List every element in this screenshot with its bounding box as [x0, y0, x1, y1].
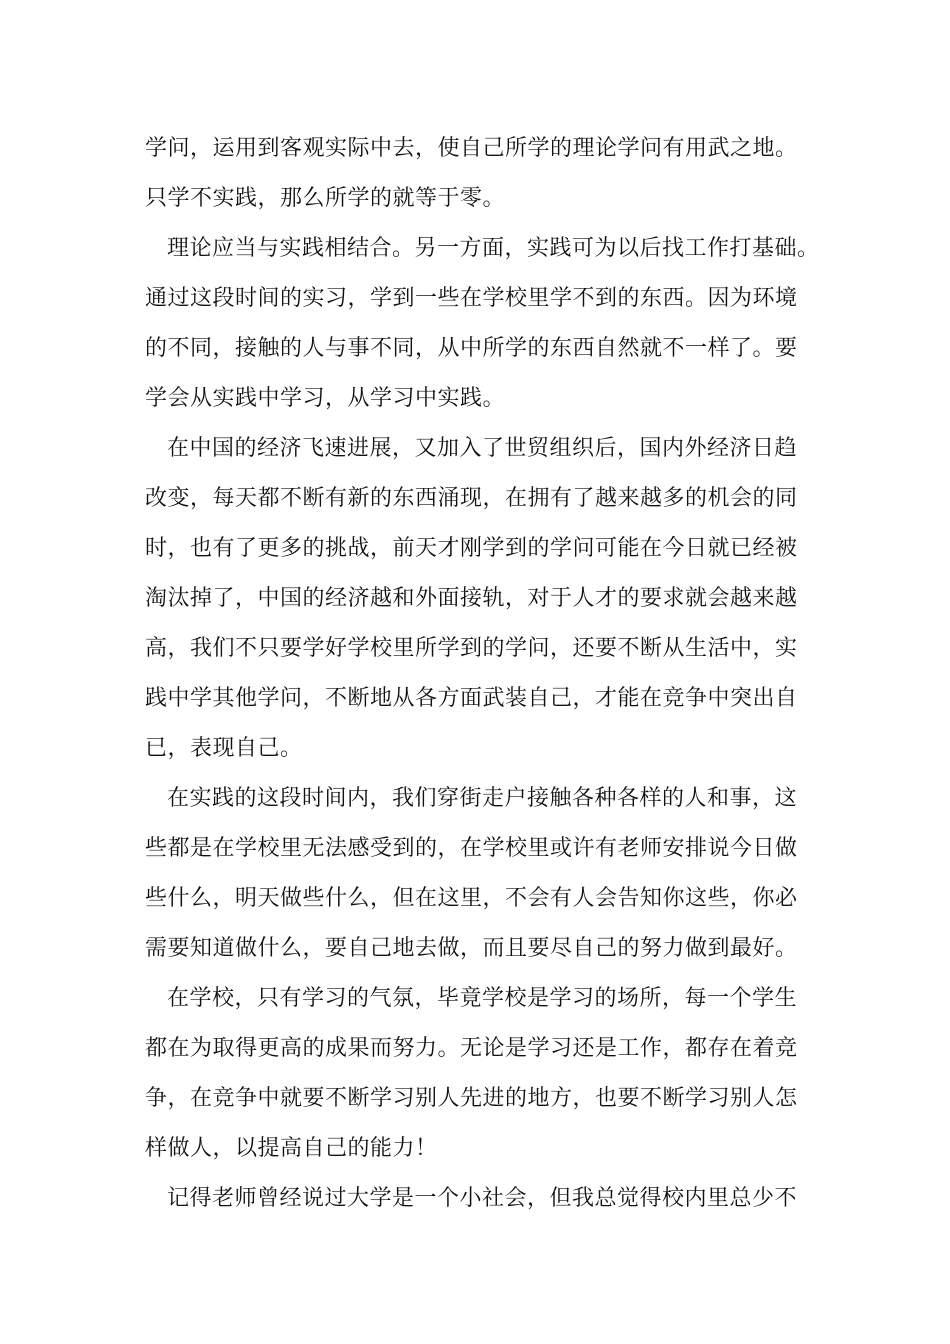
text-line: 都在为取得更高的成果而努力。无论是学习还是工作，都存在着竞: [145, 1036, 798, 1061]
body-text: [145, 124, 825, 1224]
text-line: 学会从实践中学习，从学习中实践。: [145, 386, 506, 411]
text-line: 高，我们不只要学好学校里所学到的学问，还要不断从生活中，实: [145, 636, 798, 661]
text-line: 践中学其他学问，不断地从各方面武装自己，才能在竞争中突出自: [145, 686, 798, 711]
text-line: 只学不实践，那么所学的就等于零。: [145, 186, 506, 211]
text-line: 争，在竞争中就要不断学习别人先进的地方，也要不断学习别人怎: [145, 1086, 798, 1111]
text-line: 已，表现自己。: [145, 736, 303, 761]
text-line: 些都是在学校里无法感受到的，在学校里或许有老师安排说今日做: [145, 836, 798, 861]
text-line: 样做人，以提高自己的能力！: [145, 1136, 438, 1161]
text-line: 在学校，只有学习的气氛，毕竟学校是学习的场所，每一个学生: [167, 986, 798, 1011]
text-line: 改变，每天都不断有新的东西涌现，在拥有了越来越多的机会的同: [145, 486, 798, 511]
text-line: 学问，运用到客观实际中去，使自己所学的理论学问有用武之地。: [145, 136, 798, 161]
text-line: 些什么，明天做些什么，但在这里，不会有人会告知你这些，你必: [145, 886, 798, 911]
text-line: 淘汰掉了，中国的经济越和外面接轨，对于人才的要求就会越来越: [145, 586, 798, 611]
text-line: 时，也有了更多的挑战，前天才刚学到的学问可能在今日就已经被: [145, 536, 798, 561]
text-line: 在中国的经济飞速进展，又加入了世贸组织后，国内外经济日趋: [167, 436, 798, 461]
text-line: 记得老师曾经说过大学是一个小社会，但我总觉得校内里总少不: [167, 1186, 798, 1211]
text-line: 在实践的这段时间内，我们穿街走户接触各种各样的人和事，这: [167, 786, 798, 811]
text-line: 的不同，接触的人与事不同，从中所学的东西自然就不一样了。要: [145, 336, 798, 361]
text-line: 需要知道做什么，要自己地去做，而且要尽自己的努力做到最好。: [145, 936, 798, 961]
text-line: 通过这段时间的实习，学到一些在学校里学不到的东西。因为环境: [145, 286, 798, 311]
text-line: 理论应当与实践相结合。另一方面，实践可为以后找工作打基础。: [167, 236, 820, 261]
